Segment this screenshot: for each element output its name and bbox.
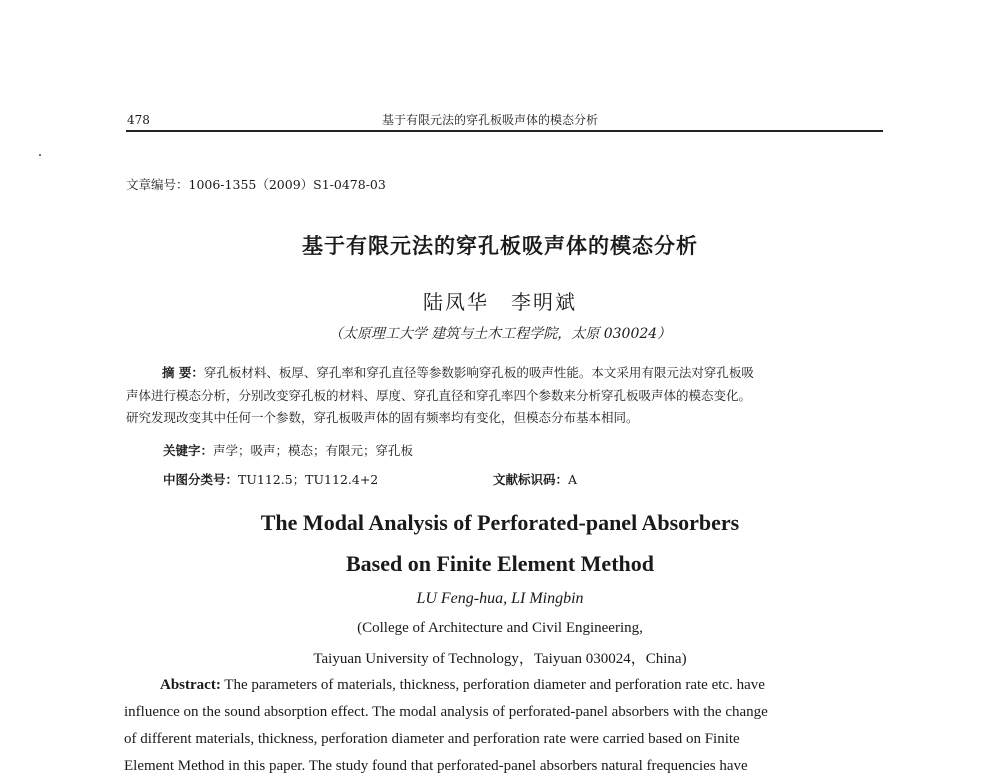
chinese-authors: 陆凤华 李明斌 [423,290,577,314]
english-abstract-text: The parameters of materials, thickness, perforation diameter and perforation rate etc. have [220,677,765,693]
document-code [493,470,577,488]
chinese-abstract [126,362,883,430]
english-abstract-line: influence on the sound absorption effect. The modal analysis of perforated-panel absorbers with the change [124,704,768,720]
document-code-label: 文献标识码： [493,472,569,487]
english-abstract-line: Element Method in this paper. The study found that perforated-panel absorbers natural frequencies have [124,758,748,774]
english-abstract-label: Abstract: [160,677,221,693]
english-abstract [124,672,882,780]
classification-text: TU112.5；TU112.4+2 [238,472,379,487]
document-code-text: A [568,472,578,487]
english-abstract-line [124,672,882,699]
english-affiliation-line1: (College of Architecture and Civil Engineering, [357,620,643,636]
classification-label: 中图分类号： [163,472,239,487]
english-affiliation-line2: Taiyuan University of Technology，Taiyuan 030024，China) [313,651,687,667]
article-number: 文章编号：1006-1355（2009）S1-0478-03 [126,177,386,192]
running-title: 基于有限元法的穿孔板吸声体的模态分析 [382,113,599,127]
keywords-text: 声学；吸声；模态；有限元；穿孔板 [213,443,414,458]
english-title-line2: Based on Finite Element Method [346,551,654,576]
speck-mark [39,154,41,156]
page-number: 478 [127,113,150,127]
header-rule [126,130,883,132]
chinese-keywords [163,441,413,459]
chinese-title: 基于有限元法的穿孔板吸声体的模态分析 [302,233,698,258]
english-title-line1: The Modal Analysis of Perforated-panel Absorbers [260,510,740,535]
chinese-affiliation: （太原理工大学 建筑与土木工程学院，太原 030024） [328,326,672,342]
chinese-abstract-line [126,362,883,385]
english-abstract-line: of different materials, thickness, perforation diameter and perforation rate were carried based on Finite [124,731,740,747]
chinese-abstract-label: 摘 要： [162,365,204,380]
chinese-abstract-line: 研究发现改变其中任何一个参数，穿孔板吸声体的固有频率均有变化，但模态分布基本相同。 [126,410,639,425]
keywords-label: 关键字： [163,443,214,458]
chinese-abstract-line: 声体进行模态分析，分别改变穿孔板的材料、厚度、穿孔直径和穿孔率四个参数来分析穿孔板吸声体的模态变化。 [126,387,752,403]
classification-number [163,470,378,488]
chinese-abstract-text: 穿孔板材料、板厚、穿孔率和穿孔直径等参数影响穿孔板的吸声性能。本文采用有限元法对穿孔板吸 [203,365,754,380]
english-authors: LU Feng-hua, LI Mingbin [416,590,584,607]
